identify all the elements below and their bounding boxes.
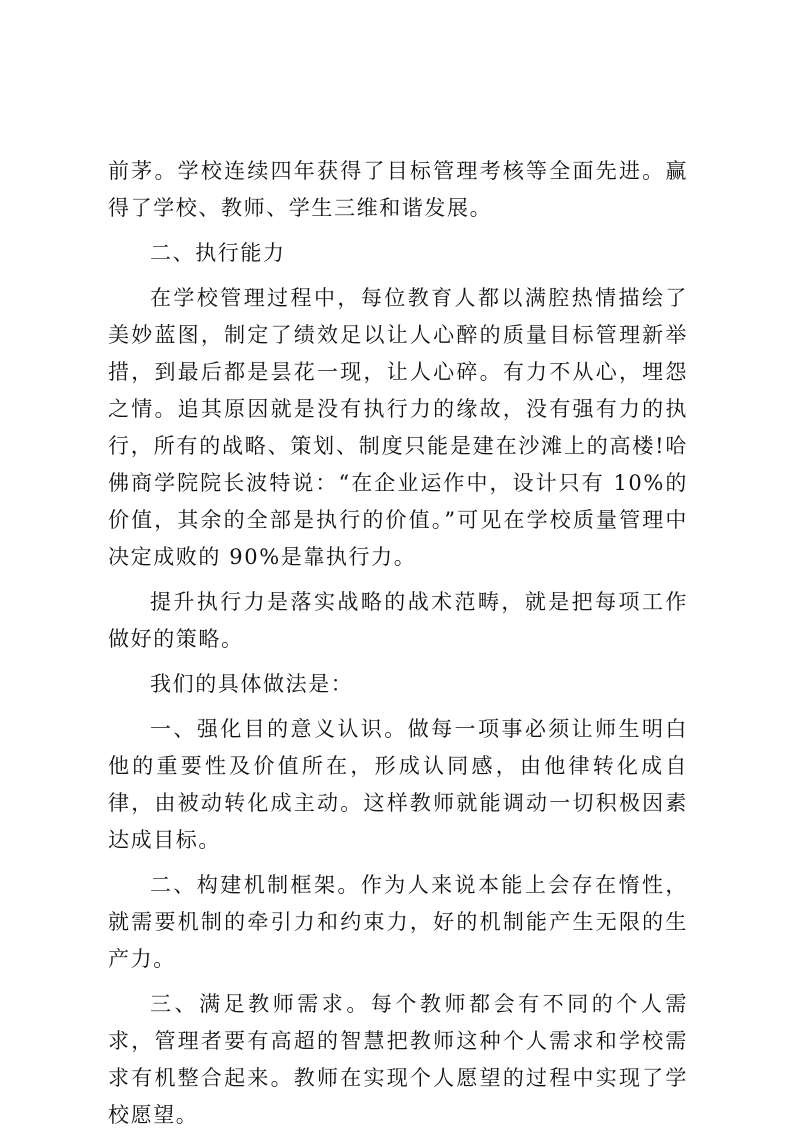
document-body [108,153,688,1142]
paragraph-execution-strategy: 提升执行力是落实战略的战术范畴，就是把每项工作做好的策略。 [108,590,688,651]
paragraph-method-two: 二、构建机制框架。作为人来说本能上会存在惰性，就需要机制的牵引力和约束力，好的机制能产生无限的生产力。 [108,873,688,971]
paragraph-methods-intro: 我们的具体做法是： [150,672,354,696]
paragraph-method-three: 三、满足教师需求。每个教师都会有不同的个人需求，管理者要有高超的智慧把教师这种个人需求和学校需求有机整合起来。教师在实现个人愿望的过程中实现了学校愿望。 [108,992,688,1127]
paragraph-method-one: 一、强化目的意义认识。做每一项事必须让师生明白他的重要性及价值所在，形成认同感，由他律转化成自律，由被动转化成主动。这样教师就能调动一切积极因素达成目标。 [108,717,688,852]
section-heading-execution: 二、执行能力 [150,241,286,265]
paragraph-execution-intro: 在学校管理过程中，每位教育人都以满腔热情描绘了美妙蓝图，制定了绩效足以让人心醉的质量目标管理新举措，到最后都是昙花一现，让人心碎。有力不从心，埋怨之情。追其原因就是没有执行力的缘故，没有强有力的执行，所有的战略、策划、制度只能是建在沙滩上的高楼!哈佛商学院院长波特说：“在企业运作中，设计只有 10%的价值，其余的全部是执行的价值。”可见在学校质量管理中决定成败的 90%是靠执行力。 [108,286,688,569]
paragraph-continuation: 前茅。学校连续四年获得了目标管理考核等全面先进。赢得了学校、教师、学生三维和谐发展。 [108,159,688,220]
